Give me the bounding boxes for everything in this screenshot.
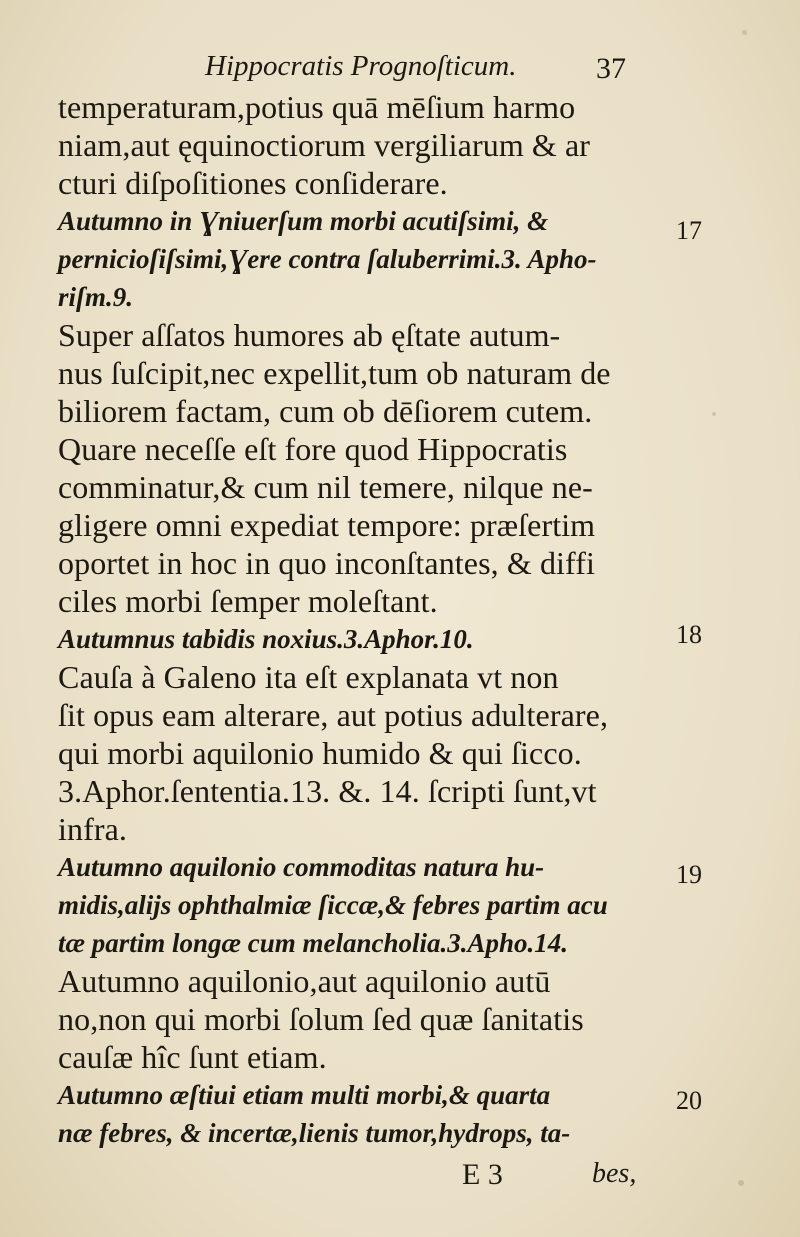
text-line: comminatur,& cum nil temere, nilque ne- — [58, 469, 593, 505]
text-line: 3.Aphor.ſententia.13. &. 14. ſcripti ſunt,vt — [58, 773, 597, 809]
aphorism-heading-line: tæ partim longæ cum melancholia.3.Apho.14. — [58, 928, 569, 958]
paper-speck — [712, 412, 716, 416]
text-line: no,non qui morbi ſolum ſed quæ ſanitatis — [58, 1001, 584, 1037]
text-line: nus ſuſcipit,nec expellit,tum ob naturam de — [58, 355, 611, 391]
aphorism-heading-line: Autumno aquilonio commoditas natura hu- — [58, 852, 545, 882]
text-line: cturi diſpoſitiones conſiderare. — [58, 165, 448, 201]
aphorism-heading-line: midis,alijs ophthalmiæ ſiccæ,& febres partim acu — [58, 890, 608, 920]
margin-number: 19 — [676, 860, 702, 889]
margin-number: 17 — [676, 216, 702, 245]
text-line: temperaturam,potius quā mēſium harmo — [58, 89, 576, 125]
text-line: Autumno aquilonio,aut aquilonio autū — [58, 963, 551, 999]
text-line: ſit opus eam alterare, aut potius adulterare, — [58, 697, 609, 733]
text-line: Quare neceſſe eſt fore quod Hippocratis — [58, 431, 568, 467]
text-line: biliorem factam, cum ob dēſiorem cutem. — [58, 393, 593, 429]
text-line: ciles morbi ſemper moleſtant. — [58, 583, 438, 619]
text-line: cauſæ hîc ſunt etiam. — [58, 1039, 327, 1075]
aphorism-heading-line: Autumno in Ɣniuerſum morbi acutiſsimi, & — [58, 206, 549, 236]
running-title: Hippocratis Prognoſticum. — [205, 50, 517, 82]
text-line: gligere omni expediat tempore: præſertim — [58, 507, 596, 543]
aphorism-heading-line: næ febres, & incertæ,lienis tumor,hydrops, ta- — [58, 1118, 571, 1148]
margin-number: 20 — [676, 1086, 702, 1115]
text-line: infra. — [58, 811, 128, 847]
margin-number: 18 — [676, 620, 702, 649]
aphorism-heading-line: pernicioſiſsimi,Ɣere contra ſaluberrimi.3. Apho- — [58, 244, 597, 274]
text-line: Cauſa à Galeno ita eſt explanata vt non — [58, 659, 559, 695]
aphorism-heading-line: Autumno æſtiui etiam multi morbi,& quarta — [58, 1080, 551, 1110]
aphorism-heading-line: Autumnus tabidis noxius.3.Aphor.10. — [58, 624, 474, 654]
page-number: 37 — [596, 52, 626, 85]
text-line: niam,aut ęquinoctiorum vergiliarum & ar — [58, 127, 591, 163]
paper-speck — [738, 1180, 744, 1186]
signature-mark: E 3 — [462, 1158, 503, 1191]
text-block — [58, 88, 648, 1152]
paper-speck — [742, 30, 747, 35]
text-line: qui morbi aquilonio humido & qui ſicco. — [58, 735, 582, 771]
aphorism-heading-line: riſm.9. — [58, 282, 134, 312]
text-line: oportet in hoc in quo inconſtantes, & diffi — [58, 545, 595, 581]
catchword: bes, — [592, 1158, 637, 1189]
text-line: Super aſſatos humores ab ęſtate autum- — [58, 317, 561, 353]
page-footer — [0, 1152, 800, 1202]
